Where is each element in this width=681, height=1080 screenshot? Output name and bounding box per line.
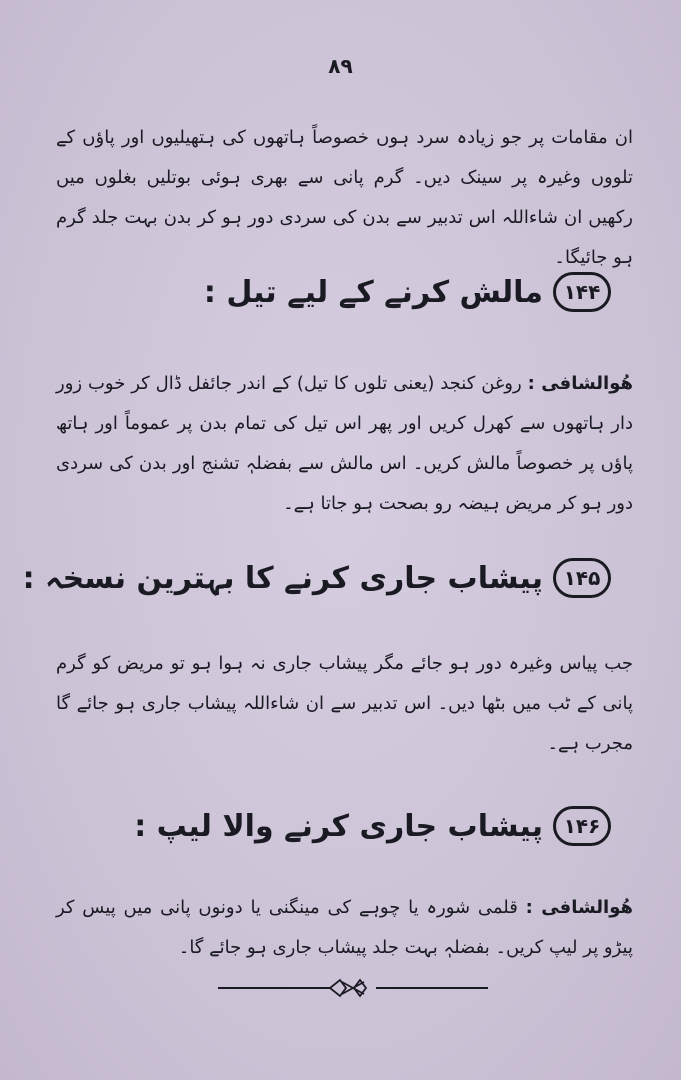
section-heading-146: [134, 806, 611, 846]
section-heading-145: [23, 558, 611, 598]
page-number: ۸۹: [328, 54, 353, 78]
intro-paragraph: ان مقامات پر جو زیادہ سرد ہوں خصوصاً ہاتھوں کی ہتھیلیوں اور پاؤں کے تلووں وغیرہ پر سینک دیں۔ گرم پانی سے بھری ہوئی بوتلیں بغلوں میں رکھیں ان شاءاللہ اس تدبیر سے بدن کی سردی دور ہو کر بدن بہت جلد گرم ہو جائیگا۔: [56, 127, 633, 268]
section-body-145: [56, 644, 633, 764]
section-text: جب پیاس وغیرہ دور ہو جائے مگر پیشاب جاری نہ ہوا ہو تو مریض کو گرم پانی کے ٹب میں بٹھا دیں۔ اس تدبیر سے ان شاءاللہ پیشاب جاری ہو جائے گا مجرب ہے۔: [56, 653, 633, 754]
section-title: مالش کرنے کے لیے تیل :: [203, 274, 543, 310]
section-lead: ھُوالشافی :: [525, 897, 633, 918]
section-number-badge: ۱۴۴: [553, 272, 611, 312]
section-text: روغن کنجد (یعنی تلوں کا تیل) کے اندر جائفل ڈال کر خوب زور دار ہاتھوں سے کھرل کریں اور پھر اس تیل کی تمام بدن پر عموماً اور ہاتھ پاؤں پر خصوصاً مالش کریں۔ اس مالش سے بفضلہٖ تشنج اور بدن کی سردی دور ہو کر مریض ہیضہ رو بصحت ہو جاتا ہے۔: [56, 373, 633, 514]
section-body-144: [56, 364, 633, 524]
end-ornament: [218, 976, 488, 1000]
section-body-146: [56, 888, 633, 968]
section-title: پیشاب جاری کرنے کا بہترین نسخہ :: [22, 560, 543, 596]
section-number-badge: ۱۴۶: [553, 806, 611, 846]
section-title: پیشاب جاری کرنے والا لیپ :: [134, 808, 543, 844]
section-number-badge: ۱۴۵: [553, 558, 611, 598]
section-heading-144: [204, 272, 611, 312]
section-lead: ھُوالشافی :: [527, 373, 633, 394]
section-text: قلمی شورہ یا چوہے کی مینگنی یا دونوں پانی میں پیس کر پیڑو پر لیپ کریں۔ بفضلہٖ بہت جلد پیشاب جاری ہو جائے گا۔: [56, 897, 633, 958]
